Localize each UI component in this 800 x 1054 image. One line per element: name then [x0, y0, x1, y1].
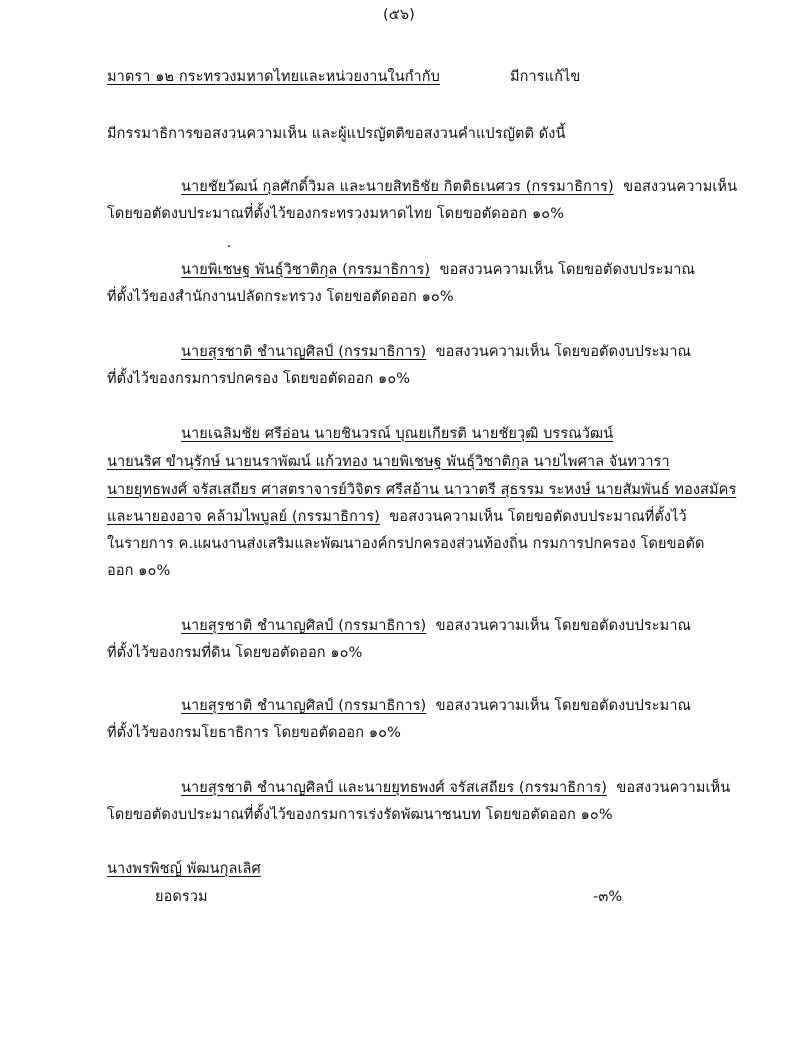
reservation-names: นายสุรชาติ ชำนาญศิลป์ (กรรมาธิการ): [181, 698, 427, 714]
reservation-entry-1-line-2: โดยขอตัดงบประมาณที่ตั้งไว้ของกระทรวงมหาดไทย โดยขอตัดออก ๑๐%: [107, 206, 565, 222]
reservation-names: และนายองอาจ คล้ามไพบูลย์ (กรรมาธิการ): [107, 509, 380, 525]
reservation-names: นายพิเชษฐ พันธุ์วิชาติกุล (กรรมาธิการ): [181, 262, 431, 278]
reservation-entry-6-line-2: ที่ตั้งไว้ของกรมโยธาธิการ โดยขอตัดออก ๑๐%: [107, 725, 401, 741]
scan-speck: [228, 245, 230, 247]
reservation-entry-4-names-2: นายนริศ ขำนุรักษ์ นายนราพัฒน์ แก้วทอง นายพิเชษฐ พันธุ์วิชาติกุล นายไพศาล จันทวารา: [107, 454, 670, 470]
reservation-entry-6-line-1: [181, 699, 691, 714]
reservation-text: ขอสงวนความเห็น โดยขอตัดงบประมาณที่ตั้งไว้: [389, 509, 687, 525]
reservation-entry-3-line-2: ที่ตั้งไว้ของกรมการปกครอง โดยขอตัดออก ๑๐%: [107, 371, 411, 387]
reservation-entry-4-names-1: นายเฉลิมชัย ศรีอ่อน นายชินวรณ์ บุณยเกียรติ นายชัยวุฒิ บรรณวัฒน์: [181, 426, 614, 442]
reservation-text: ขอสงวนความเห็น โดยขอตัดงบประมาณ: [435, 344, 692, 360]
reservation-names: นายสุรชาติ ชำนาญศิลป์ และนายยุทธพงศ์ จรัสเสถียร (กรรมาธิการ): [181, 780, 607, 796]
amender-name: นางพรพิชญ์ พัฒนกุลเลิศ: [107, 861, 261, 877]
reservation-text: ขอสงวนความเห็น: [616, 780, 731, 796]
reservation-text: ขอสงวนความเห็น: [623, 179, 738, 195]
section-status: มีการแก้ไข: [510, 69, 581, 85]
page-number: (๕๖): [383, 7, 415, 23]
total-label: ยอดรวม: [155, 889, 208, 905]
section-title: มาตรา ๑๒ กระทรวงมหาดไทยและหน่วยงานในกำกับ: [107, 69, 440, 85]
total-value: -๓%: [593, 889, 623, 905]
reservation-names: นายชัยวัฒน์ กุลศักดิ์วิมล และนายสิทธิชัย กิตติธเนศวร (กรรมาธิการ): [181, 179, 614, 195]
reservation-entry-2-line-1: [181, 263, 695, 278]
reservation-entry-4-line-5: ในรายการ ค.แผนงานส่งเสริมและพัฒนาองค์กรปกครองส่วนท้องถิ่น กรมการปกครอง โดยขอตัด: [107, 536, 705, 552]
reservation-text: ขอสงวนความเห็น โดยขอตัดงบประมาณ: [435, 618, 692, 634]
reservation-text: ขอสงวนความเห็น โดยขอตัดงบประมาณ: [435, 698, 692, 714]
reservation-entry-3-line-1: [181, 345, 691, 360]
intro-paragraph: มีกรรมาธิการขอสงวนความเห็น และผู้แปรญัตติขอสงวนคำแปรญัตติ ดังนี้: [107, 126, 566, 142]
reservation-names: นายสุรชาติ ชำนาญศิลป์ (กรรมาธิการ): [181, 618, 427, 634]
reservation-names: นายสุรชาติ ชำนาญศิลป์ (กรรมาธิการ): [181, 344, 427, 360]
reservation-entry-4-line-6: ออก ๑๐%: [107, 563, 171, 579]
reservation-entry-7-line-2: โดยขอตัดงบประมาณที่ตั้งไว้ของกรมการเร่งรัดพัฒนาชนบท โดยขอตัดออก ๑๐%: [107, 807, 613, 823]
reservation-entry-4-names-3: นายยุทธพงศ์ จรัสเสถียร ศาสตราจารย์วิจิตร ศรีสอ้าน นาวาตรี สุธรรม ระหงษ์ นายสัมพันธ์ ทองสมัคร: [107, 482, 737, 498]
reservation-entry-5-line-1: [181, 619, 691, 634]
reservation-entry-5-line-2: ที่ตั้งไว้ของกรมที่ดิน โดยขอตัดออก ๑๐%: [107, 645, 363, 661]
reservation-entry-4-line-4: [107, 510, 687, 525]
reservation-text: ขอสงวนความเห็น โดยขอตัดงบประมาณ: [439, 262, 696, 278]
reservation-entry-7-line-1: [181, 781, 730, 796]
reservation-entry-1-line-1: [181, 180, 737, 195]
reservation-entry-2-line-2: ที่ตั้งไว้ของสำนักงานปลัดกระทรวง โดยขอตัดออก ๑๐%: [107, 289, 454, 305]
